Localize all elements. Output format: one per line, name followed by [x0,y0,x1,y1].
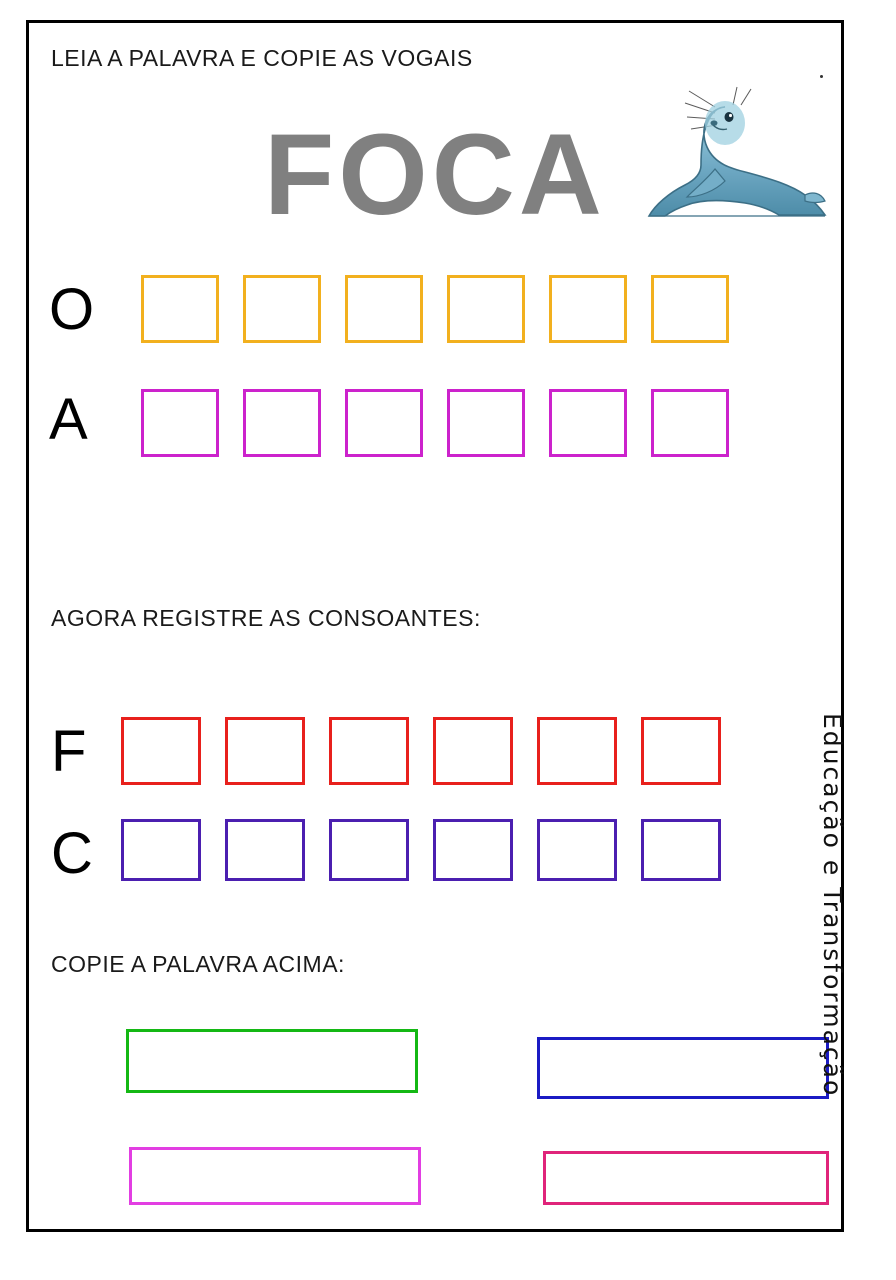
trace-box[interactable] [243,275,321,343]
trace-box[interactable] [345,275,423,343]
row-letter-c: C [51,821,93,886]
side-note-credit: Educação e Transformação [818,713,847,1098]
trace-box[interactable] [651,389,729,457]
instruction-vowels: LEIA A PALAVRA E COPIE AS VOGAIS [51,45,473,71]
row-letter-a: A [49,387,88,452]
copy-line-box[interactable] [129,1147,421,1205]
trace-row-a [141,389,729,457]
seal-icon [629,73,829,233]
trace-box[interactable] [121,717,201,785]
trace-box[interactable] [141,275,219,343]
trace-box[interactable] [447,275,525,343]
worksheet-content [29,23,847,1229]
trace-box[interactable] [537,717,617,785]
trace-box[interactable] [243,389,321,457]
trace-row-c [121,819,721,881]
trace-row-f [121,717,721,785]
worksheet-frame [26,20,847,1232]
copy-line-box[interactable] [126,1029,418,1093]
trace-box[interactable] [641,819,721,881]
page-title-word: FOCA [264,111,606,239]
trace-row-o [141,275,729,343]
row-letter-o: O [49,277,95,342]
row-letter-f: F [51,719,87,784]
trace-box[interactable] [225,717,305,785]
trace-box[interactable] [329,819,409,881]
trace-box[interactable] [345,389,423,457]
trace-box[interactable] [141,389,219,457]
trace-box[interactable] [549,275,627,343]
trace-box[interactable] [447,389,525,457]
instruction-copy-word: COPIE A PALAVRA ACIMA: [51,951,345,977]
copy-line-box[interactable] [537,1037,829,1099]
trace-box[interactable] [433,717,513,785]
trace-box[interactable] [641,717,721,785]
copy-line-box[interactable] [543,1151,829,1205]
trace-box[interactable] [329,717,409,785]
trace-box[interactable] [121,819,201,881]
trace-box[interactable] [225,819,305,881]
trace-box[interactable] [537,819,617,881]
instruction-consonants: AGORA REGISTRE AS CONSOANTES: [51,605,481,631]
trace-box[interactable] [549,389,627,457]
trace-box[interactable] [651,275,729,343]
trace-box[interactable] [433,819,513,881]
